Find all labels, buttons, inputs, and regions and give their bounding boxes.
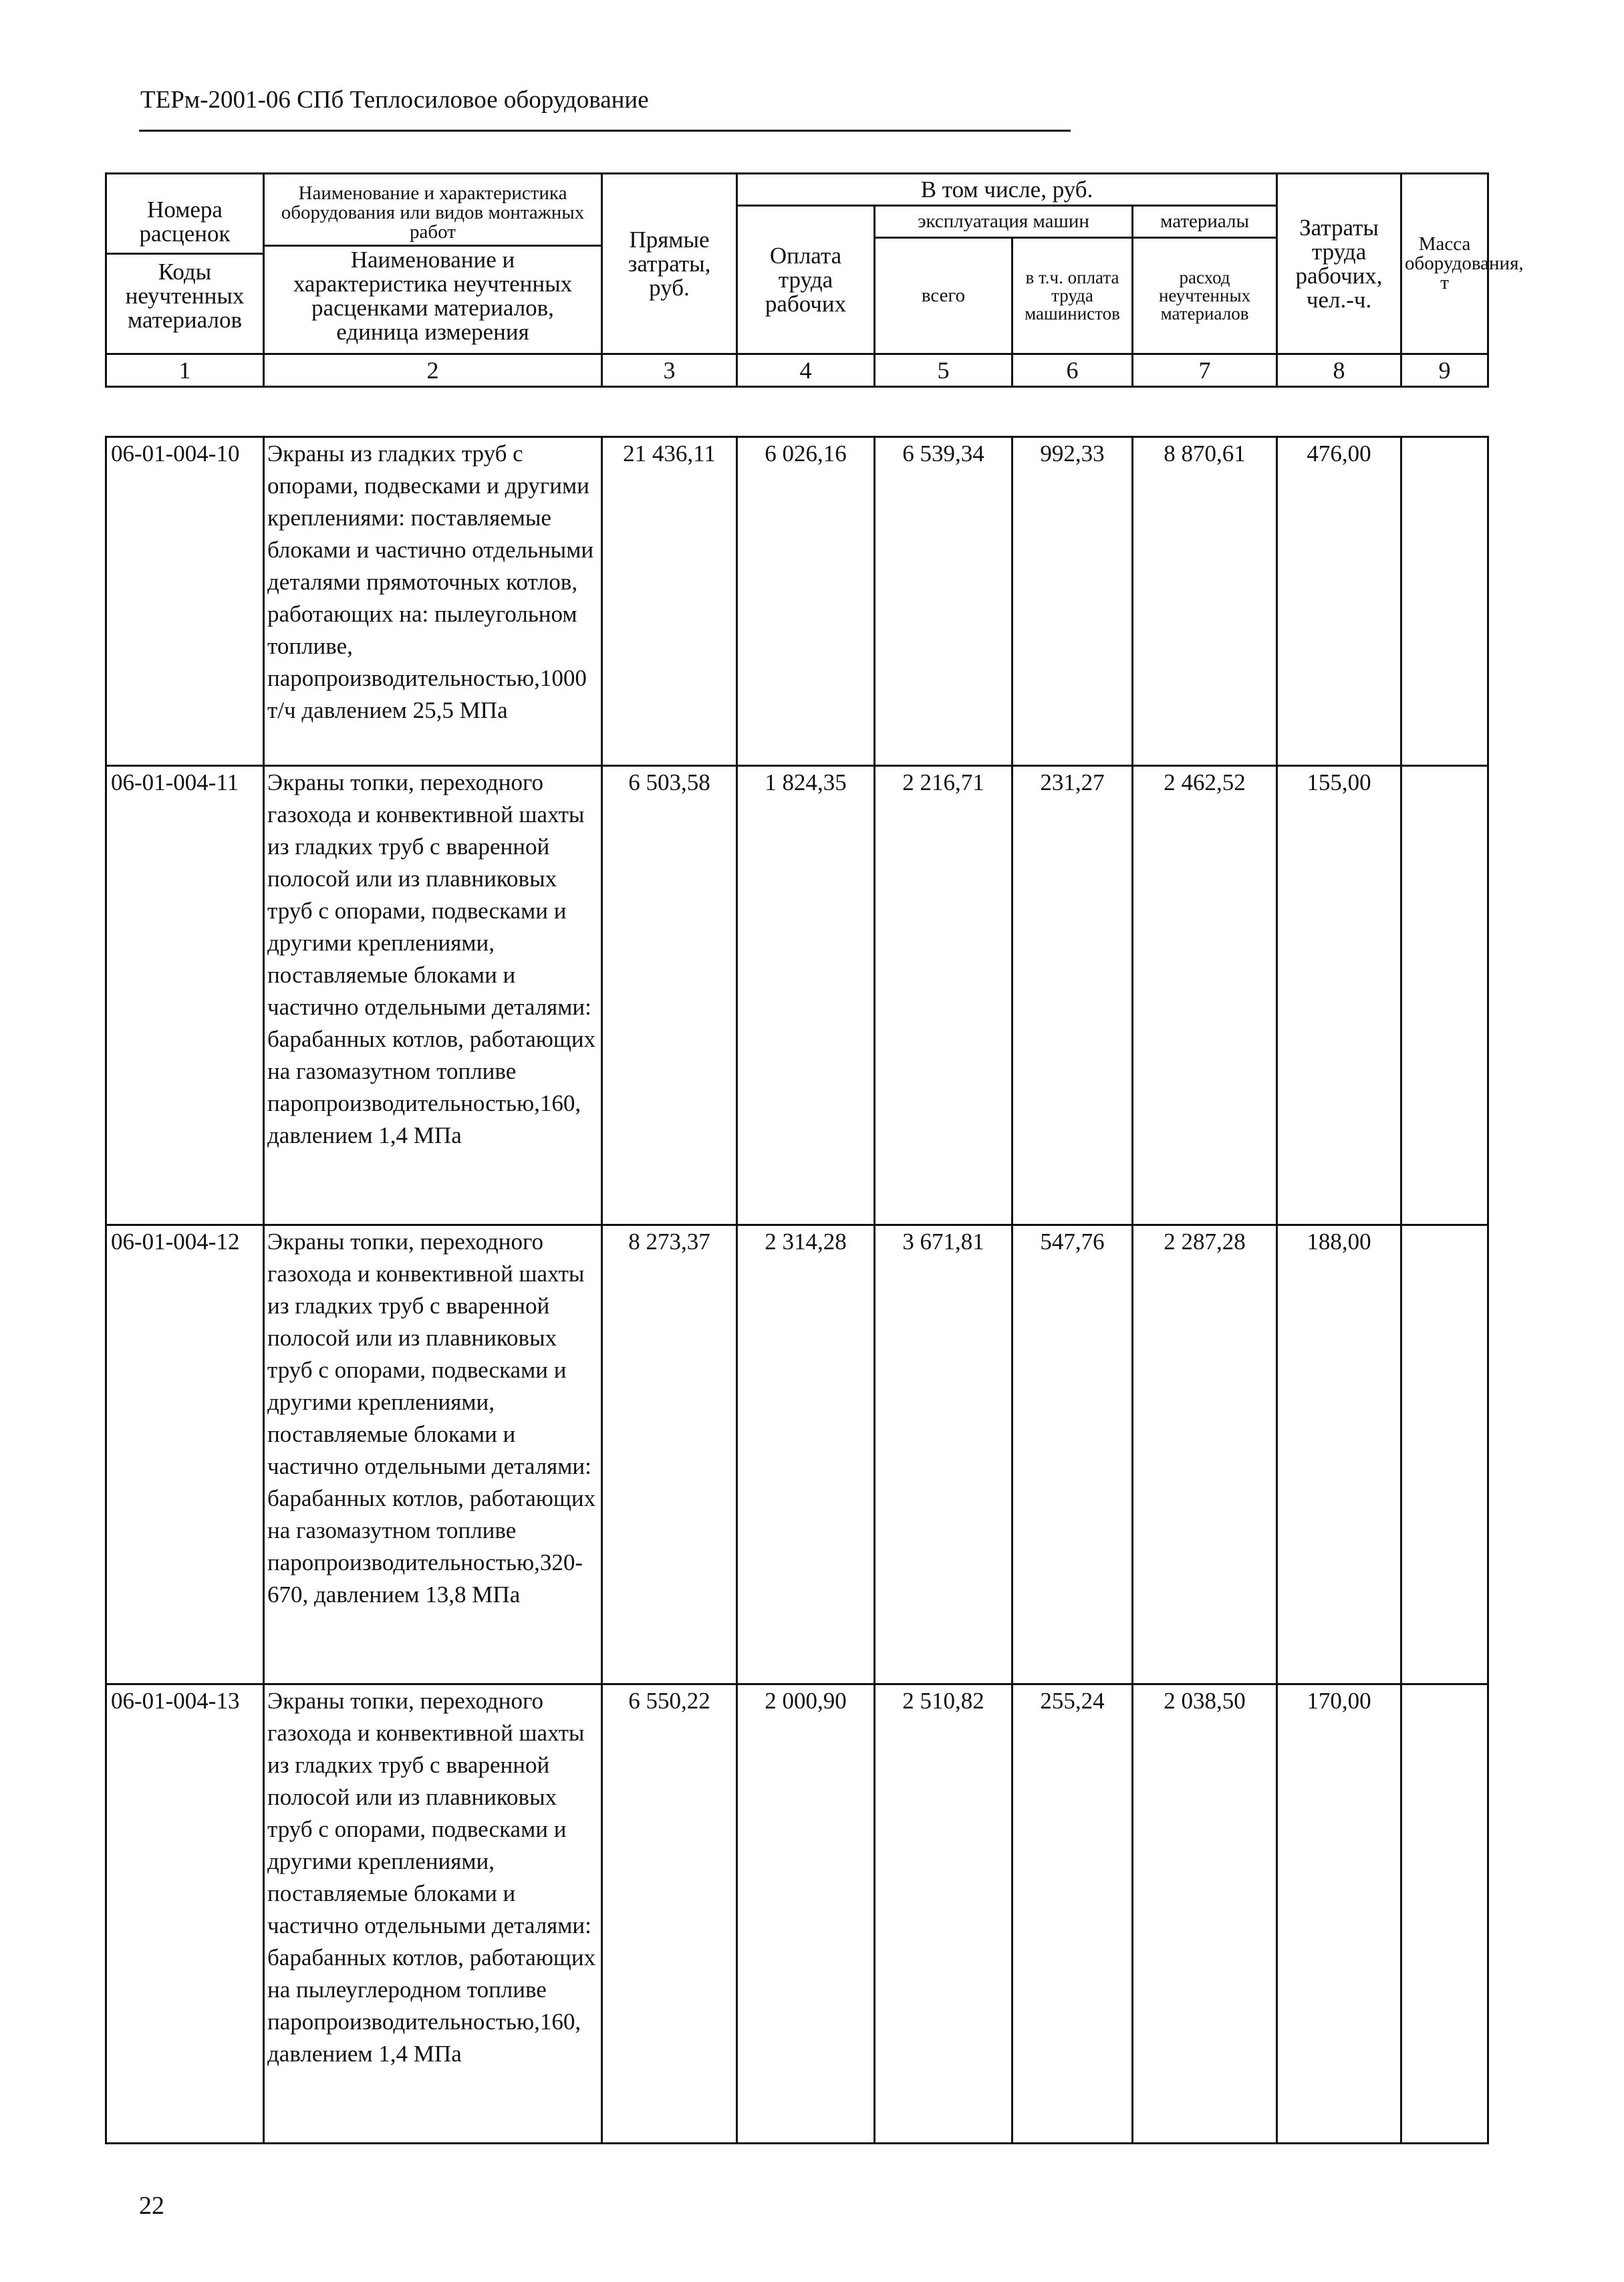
rate-description: Экраны топки, переходного газохода и конвективной шахты из гладких труб с вваренной полосой или из плавниковых труб с опорами, подвесками и другими креплениями, поставляемые блоками и частично отдельными деталями: барабанных котлов, работающих на газомазутном топливе паропроизводительностью,320-670, давлением 13,8 МПа: [264, 1225, 602, 1684]
labor-pay-value: 2 000,90: [737, 1684, 875, 2144]
machinists-pay-value: 255,24: [1012, 1684, 1133, 2144]
machinists-pay-value: 992,33: [1012, 437, 1133, 766]
group-header: В том числе, руб.: [737, 174, 1277, 206]
materials-value: 2 462,52: [1133, 766, 1277, 1225]
col-number: 9: [1401, 354, 1488, 387]
col-materials-header: расход неучтенных материалов: [1133, 238, 1277, 354]
col-number: 4: [737, 354, 875, 387]
direct-costs-value: 6 503,58: [602, 766, 737, 1225]
direct-costs-value: 6 550,22: [602, 1684, 737, 2144]
table-row: [106, 766, 1488, 1225]
machinists-pay-value: 547,76: [1012, 1225, 1133, 1684]
mass-value: [1401, 437, 1488, 766]
rate-code: 06-01-004-10: [106, 437, 264, 766]
machines-total-value: 2 510,82: [875, 1684, 1012, 2144]
col-machinists-header: в т.ч. оплата труда машинистов: [1012, 238, 1133, 354]
page-number: 22: [139, 2192, 164, 2220]
machinists-pay-value: 231,27: [1012, 766, 1133, 1225]
col-number: 6: [1012, 354, 1133, 387]
table-row: [106, 437, 1488, 766]
document-title: ТЕРм-2001-06 СПб Теплосиловое оборудование: [140, 86, 649, 114]
title-underline: [139, 130, 1071, 132]
mass-value: [1401, 766, 1488, 1225]
col-codes-top-label: Номера расценок: [139, 197, 231, 247]
col-codes-header: [106, 174, 264, 354]
col-number: 1: [106, 354, 264, 387]
direct-costs-value: 8 273,37: [602, 1225, 737, 1684]
table-row: [106, 1225, 1488, 1684]
col-name-header: [264, 174, 602, 354]
labor-hours-value: 155,00: [1277, 766, 1401, 1225]
rate-description: Экраны из гладких труб с опорами, подвесками и другими креплениями: поставляемые блоками и частично отдельными деталями прямоточных котлов, работающих на: пылеугольном топливе, паропроизводительностью,1000 т/ч давлением 25,5 МПа: [264, 437, 602, 766]
col-labor-header: Оплата труда рабочих: [737, 206, 875, 354]
materials-value: 8 870,61: [1133, 437, 1277, 766]
table-row: [106, 1684, 1488, 2144]
col-number: 8: [1277, 354, 1401, 387]
rate-code: 06-01-004-12: [106, 1225, 264, 1684]
col-labor-hours-header: Затраты труда рабочих, чел.-ч.: [1277, 174, 1401, 354]
labor-hours-value: 188,00: [1277, 1225, 1401, 1684]
mass-value: [1401, 1225, 1488, 1684]
col-name-top-label: Наименование и характеристика оборудования или видов монтажных работ: [281, 182, 585, 243]
machines-total-value: 2 216,71: [875, 766, 1012, 1225]
col-name-bottom-label: Наименование и характеристика неучтенных расценками материалов, единица измерения: [265, 245, 601, 344]
col-direct-header: Прямые затраты, руб.: [602, 174, 737, 354]
direct-costs-value: 21 436,11: [602, 437, 737, 766]
col-number: 7: [1133, 354, 1277, 387]
materials-value: 2 287,28: [1133, 1225, 1277, 1684]
rate-description: Экраны топки, переходного газохода и конвективной шахты из гладких труб с вваренной полосой или из плавниковых труб с опорами, подвесками и другими креплениями, поставляемые блоками и частично отдельными деталями: барабанных котлов, работающих на газомазутном топливе паропроизводительностью,160, давлением 1,4 МПа: [264, 766, 602, 1225]
column-header-table: [105, 172, 1524, 388]
labor-pay-value: 1 824,35: [737, 766, 875, 1225]
rate-description: Экраны топки, переходного газохода и конвективной шахты из гладких труб с вваренной полосой или из плавниковых труб с опорами, подвесками и другими креплениями, поставляемые блоками и частично отдельными деталями: барабанных котлов, работающих на пылеуглеродном топливе паропроизводительностью,160, давлением 1,4 МПа: [264, 1684, 602, 2144]
labor-hours-value: 170,00: [1277, 1684, 1401, 2144]
labor-pay-value: 2 314,28: [737, 1225, 875, 1684]
col-number: 2: [264, 354, 602, 387]
machines-total-value: 3 671,81: [875, 1225, 1012, 1684]
machines-group-header: эксплуатация машин: [875, 206, 1133, 238]
col-number: 5: [875, 354, 1012, 387]
machines-total-value: 6 539,34: [875, 437, 1012, 766]
materials-value: 2 038,50: [1133, 1684, 1277, 2144]
labor-pay-value: 6 026,16: [737, 437, 875, 766]
col-codes-bottom-label: Коды неучтенных материалов: [107, 253, 263, 338]
mass-value: [1401, 1684, 1488, 2144]
col-machines-total-header: всего: [875, 238, 1012, 354]
labor-hours-value: 476,00: [1277, 437, 1401, 766]
col-number: 3: [602, 354, 737, 387]
rates-table: [105, 436, 1489, 2144]
col-mass-header: Масса оборудования, т: [1401, 174, 1488, 354]
rate-code: 06-01-004-11: [106, 766, 264, 1225]
rate-code: 06-01-004-13: [106, 1684, 264, 2144]
materials-group-header: материалы: [1133, 206, 1277, 238]
